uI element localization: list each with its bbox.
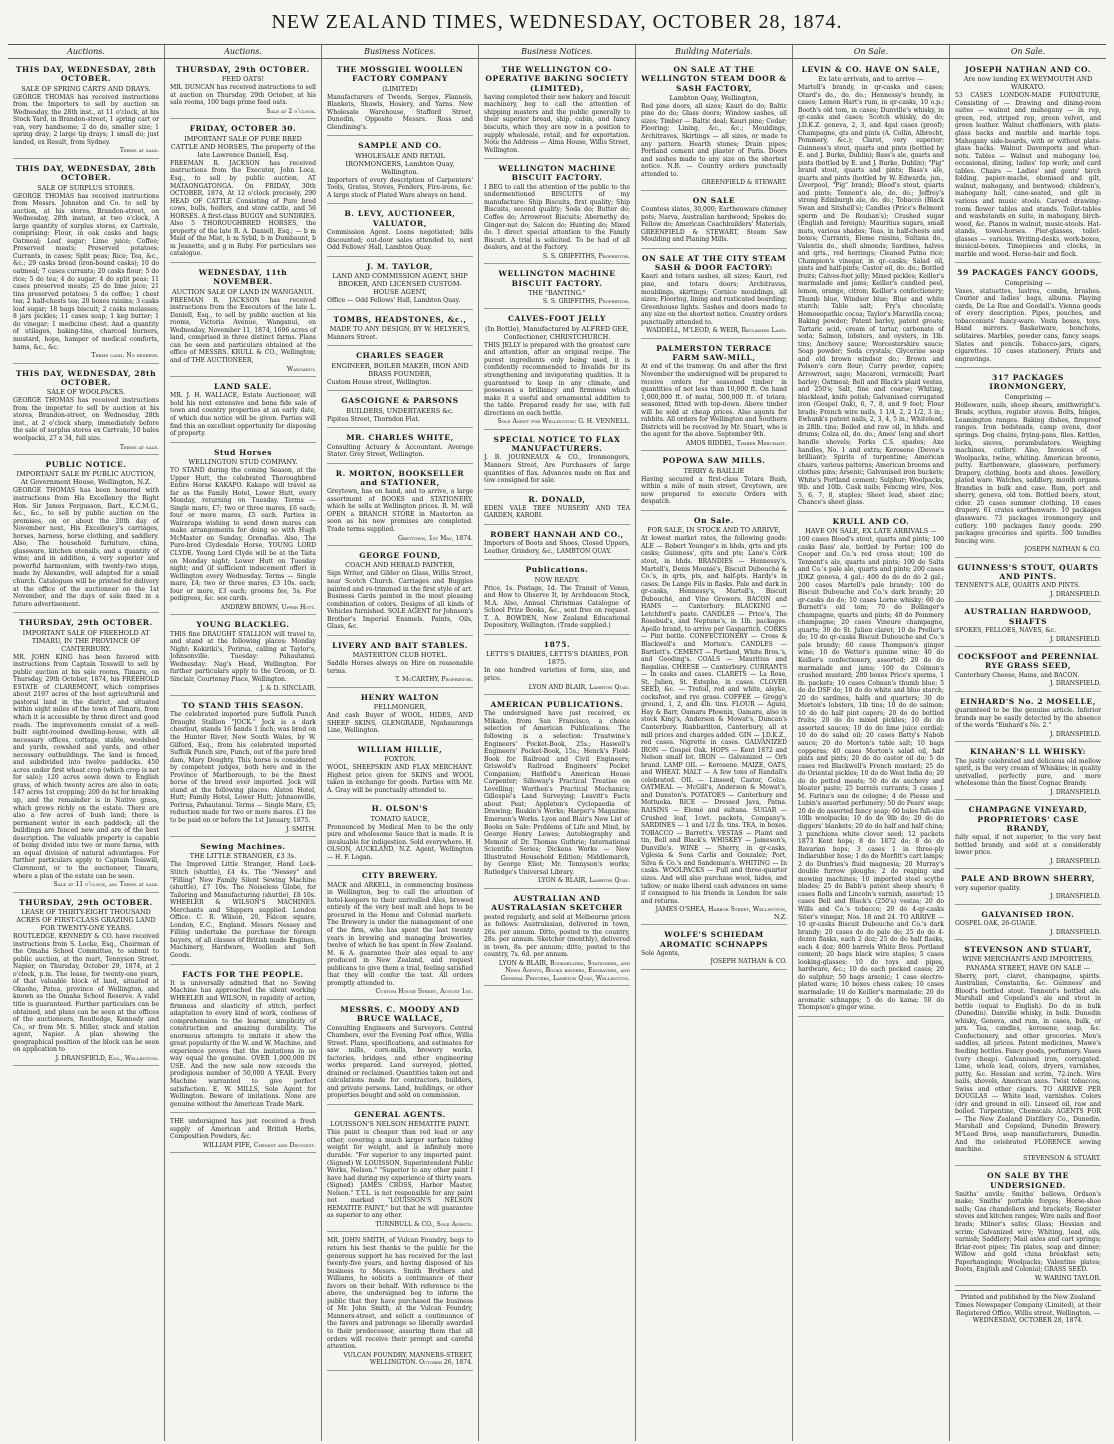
ad-body: In one hundred varieties of form, size, and price. [484,667,630,682]
ad-heading: PUBLIC NOTICE. [45,460,127,470]
advertisement [641,62,787,191]
ad-heading: WOLFE'S SCHIEDAM AROMATIC SCHNAPPS [659,930,768,949]
ad-body: It is universally admitted that no Sewing Machine has approached the silent working WHEELER and WILSON, in rapidity of action, firmness and elasticity of stitch, perfect adaptation to every kind of work, coolness of comprehension to the learner, simplicity of construction and amazing durability. The enormous attempts to imitate it show the great popularity of the W. and W. Machine, and experience proves that the imitations in no way equal the genuine. OVER 1,000,000 IN USE. And the new sale now exceeds the prodigious number of 50,000 A YEAR. Every Machine warranted to give perfect satisfaction. E. W. MILLS, Sole Agent for Wellington. Beware of imitations. None are genuine without the American Trade Mark. [170,979,316,1108]
ad-heading: EINHARD'S No. 2 MOSELLE, [959,696,1097,706]
ad-body: At lowest market rates, the following goods: ALE — Robert Younger's in hhds, qrts and pts casks; Guinness', qrts and pts; Lane's Cork stout, in hhds. BRANDIES — Hennessy's, Martell's, Denis Mounié's, Biscuit Dubouché & Co.'s, in qrts, pts, and half-pts. Hardy's in cases. De Lange Fils in flasks. Pale and dark in qr-casks, Hennessy's, Martell's, Biscuit Dubouché, and Vine Growers. BACON and HAMS — Canterbury. BLACKING — Letchford's paste. CANDLES — Price's, The Rosebud's, and Neptune's, in 1lb. packages. Apollo brand, to arrive per Gasparitch. CORKS — Pint bottle. CONFECTIONERY — Cross & Blackwell's and Morton's. CANDLES — Bartlett's. CEMENT — Portland, White Bros.'s, and Gooding's. COALS — Mauritius and Regalias. CHEESE — Canterbury. CURRANTS — In casks and cases. CLARETS — La Rose, St. Julien, St. Estephe, in cases. CLOVER SEED, &c. — Trefoil, red and white, alsyke, cocksfoot, and rye grass. COFFEE — Gregg's ground, 1, 2, and 4lb. tins. FLOUR — Aguni, Hay & Barr, Oamaru Phoenix, Oamaru, also in stock King's, Anderson & Mowat's, Duncan's Canterbury. Riabbarilton, Canterbury, all at mill prices and charges added. GIN — J.D.K.Z., red cases. Nigrette in cases. GALVANIZED IRON — Gospel Oak. HOPS — Kent 1872 and Nelson small lot. IRON — Galvanized — Orb brand. LAMP OIL — Kerosene. MAIZE, OATS, and WHEAT. MALT — A few tons of Randall's celebrated. OIL — Linseed, Castor, Colza. OATMEAL — McGill's, Anderson & Mowat's, and Dunston's. POTATOES — Canterbury and Mottueka. RICE — Dressed Java, Patna. RAISINS — Elemé and sultana. SUGAR — Crushed loaf, 1cwt. packets, Company's. SARDINES — 1 and 1/2 lb. tins. TEA, in boxes. TOBACCO — Barrett's. VESTAS — Plaint and tin, Bell and Black's. WHISKEY — Jameson's, Dunville's. WINE — Sherry, in qr-casks, Vglesia & Sons Carlis and Gonzalez; Port, Silva & Co.'s and Sandeman's. WHITING — In casks. WOOLPACKS — Full and three-quarter sizes. And will also purchase wool, hides, and tallow; or make liberal cash advances on same if consigned to his friends in London for sale and returns. [641,535,787,905]
ad-subheading: SALE OF SURPLUS STORES. [37,183,135,192]
ad-body: J. B. JOURNEAUX & CO., Ironmongers, Manners Street, Are Purchasers of large quantities of flax. Advances made on flax and tow consigned for sale. [484,454,630,485]
advertisement [170,379,316,443]
ad-body: Sherry, port, claret, champagne, spirits. Australian, Constantia, &c. Guinness' and Blood's bottled stout. Tennent's bottled ale. Marshall and Copeland's ale and stout in bottle (equal to English). Do do in bulk (Dunedin). Danville whisky, in bulk. Dunedin whisky, Geneva, and rum, in cases, bulk, or jars. Tea, candles, kerosene, soap, &c. Confectionery, and other groceries. Men's saddles, all prices. Patent medicines, Mawe's feeding bottles. Fancy goods, perfumery. Vases (very cheap). Galvanised iron, corrugated. Lime, whole lead, colors, dryers, varnishes, putty, &c. Hessian and scrim, 72-inch. Wire nails, shovels, American axes. Twist tobaccos, Swiss and other cigars. TO ARRIVE PER DOUGLAS — White lead, varnishes. Colors (dry and ground in oil). Linseed oil, raw and boiled. Turpentine, Chemicals. AGENTS FOR — The New Zealand Distillery Co., Dunedin. Marshall and Copeland, Dunedin Brewery. M'Leod Bros, soap manufacturers, Dunedin. And the celebrated FLORENCE sewing machine. [955,972,1101,1154]
ad-heading: GENERAL AGENTS. [354,1109,446,1119]
ad-signature: VULCAN FOUNDRY, MANNERS-STREET, WELLINGTON. October 26, 1874. [343,1351,473,1367]
ad-heading: R. DONALD, [528,494,586,504]
ad-heading: SAMPLE AND CO. [358,141,442,151]
ad-signature: S. S. GRIFFITHS, Proprietor. [542,297,630,305]
ad-body: Having secured a first-class Totara Bush, within a mile of main street, Greytown, are now prepared to execute Orders with despatch. [641,475,787,506]
ad-body: The undersigned have just received, ex Mikado, from San Francisco, a choice selection of American Publications. The following is a selection: Trautwine's Engineers' Pocket-Book, 25s.; Haswell's Engineers' Pocket-Book, 15s.; Henck's Field-Book for Railroad and Civil Engineers; Griswold's Railroad Engineers' Pocket Companion; Hatfield's American House Carpenter; Silloway's Practical Treatise on Levelling; Worthen's Practical Mechanics; Gillespie's Land Surveying; Leavitt's Facts about Peat; Appleton's Cyclopaedia of Drawing; Ruskin's Works; Harper's Magazine; Emerson's Works. Lyon and Blair's New List of Books on Sale: Problems of Life and Mind, by George Henry Lewes; Autobiography and Memoir of Dr. Thomas Guthrie; International Scientific Series; Dickens Works — New Illustrated Household Edition; Middlemarch, by George Eliot; Mr. Tennyson's works; Rutledge's Universal Library. [484,710,630,876]
ad-subheading: (LIMITED) [382,84,418,93]
ad-signature: Sale at 11 o'clock, am. Terms at sale. [53,881,159,889]
ad-body: MR. JOHN SMITH, of Vulcan Foundry, begs to return his best thanks to the public for the generous support he has received for the last twenty-five years, and having disposed of his business to Messrs. Smith Brothers and Williams, he solicits a continuance of their favors on their behalf. With reference to the above, the undersigned beg to inform the public that they have purchased the business of Mr. John Smith, at the Vulcan Foundry, Manners-street, and solicit a continuance of the favors and patronage so liberally awarded to their predecessor, assuring them that all orders will receive their prompt and careful attention. [327,1237,473,1351]
ad-subheading: THE LITTLE STRANGER, £3 3s. [189,852,297,861]
ad-subheading: FOXTON. [384,755,416,764]
ad-heading: STEVENSON AND STUART, [964,945,1092,955]
ad-body: MR. J. H. WALLACE, Estate Auctioneer, will hold his next extensive and bona fide sale of town and country properties at an early date, of which due notice will be given. Parties will find this an excellent opportunity for disposing of property. [170,392,316,438]
ad-heading: CHARLES SEAGER [356,351,444,361]
ad-heading: JOSEPH NATHAN AND CO. [965,64,1091,74]
advertisement [484,637,630,695]
ad-heading: FACTS FOR THE PEOPLE. [182,969,304,979]
advertisement [955,649,1101,692]
ad-signature: Sale at 2 o'clock. [266,107,316,115]
ad-heading: KINAHAN'S LL WHISKY: [970,747,1086,757]
ad-heading: CITY BREWERY. [361,871,439,881]
ad-subheading: Are now landing EX WEYMOUTH AND WAIKATO. [963,75,1093,92]
ad-subheading: MADE TO ANY DESIGN, BY W. HELYER'S, [329,324,471,333]
advertisement [955,370,1101,558]
ad-subheading: HAVE ON SALE, EX LATE ARRIVALS — [805,527,937,536]
advertisement [327,801,473,866]
ad-body: Holloware, nails, sheep shears, smithwright's. Brads, scythes, register stoves. Bolts, hinges, Leamington ranges. Baking dishes, fireproof ranges. Iron bedsteads, camp ovens, door springs. Dog chains, frying-pans, files. Kettles, locks, sieves, perambulators. Weighing machines, cutlery. Also, Invoices of — Woolpacks, twine, whiting. American brooms, putty. Earthenware, glassware, perfumery. Drapery, clothing, boots and shoes. Jewellery, plated ware. Watches, saddlery, mouth organs. Brandies in bulk and case. Rum, port and sherry, geneva, old tom. Bottled beers, stout, cider. 25 cases summer clothing. 10 cases drapery. 61 crates earthenware. 10 packages glassware. 73 packages ironmongery and cutlery. 100 packages fancy goods. 290 packages groceries and spirits. 300 bundles fencing wire. [955,401,1101,545]
ad-signature: JOSEPH NATHAN & CO. [1024,546,1101,554]
ad-subheading: THE "BANTING." [528,288,586,297]
ad-heading: ON SALE BY THE UNDERSIGNED. [987,1171,1069,1190]
ad-signature: LYON & BLAIR, Lambton Quay. [537,877,630,885]
ad-subheading: LOUISSON'S NELSON HEMATITE PAINT. [330,1120,470,1129]
ad-heading: THURSDAY, 29th OCTOBER. [19,897,153,907]
ad-signature: J. DRANSFIELD. [1050,590,1101,598]
ad-heading: WELLINGTON MACHINE BISCUIT FACTORY. [498,269,616,288]
advertisement [13,457,159,613]
ad-body: GEORGE THOMAS has received instructions from the Importers to sell by auction on Wednesday, the 28th inst., at 11 o'clock, at his Stock Yard, in Brandon-street, 1 spring cart or van, very handsome; 2 do do, smaller size; 1 spring dray; 2 large tip drays; 1 small do; just landed, ex Result, from Sydney. [13,93,159,146]
ad-body: guaranteed to be the genuine article. Inferior brands may be easily detected by the absence of the words "Einhard's No. 2." [955,707,1101,730]
advertisement [955,62,1101,263]
ad-heading: WILLIAM HILLIE, [357,744,443,754]
ad-subheading: WHOLESALE AND RETAIL IRONMONGERS, Lambton Quay, Wellington. [345,151,455,176]
advertisement [170,445,316,616]
ad-heading: TOMBS, HEADSTONES, &c., [333,314,467,324]
ad-signature: J. DRANSFIELD. [1050,635,1101,643]
ad-heading: R. MORTON, BOOKSELLER and STATIONER, [335,468,465,487]
advertisement [641,927,787,970]
advertisement [13,366,159,455]
ad-heading: AUSTRALIAN HARDWOOD, SHAFTS [964,607,1092,626]
column-7 [950,45,1106,1441]
ad-heading: THIS DAY, WEDNESDAY, 28th OCTOBER. [15,368,157,387]
ad-heading: ON SALE AT THE WELLINGTON STEAM DOOR & SASH FACTORY, [641,64,787,93]
ad-subheading: SALE OF WOOLPACKS. [46,388,126,397]
ad-heading: AUSTRALIAN AND AUSTRALASIAN SKETCHER [491,893,623,913]
ad-signature: T. McCARTHY, Proprietor. [395,676,473,684]
ad-body: FREEMAN R. JACKSON has received instructions from the Executors of the late L. Daniell, Esq., to sell by public auction at his rooms, Victoria Avenue, Wanganui, on Wednesday, November 11, 1874, 1696 acres of land, comprised in three distinct farms. Plans can be seen and particulars obtained at the office of MESSRS. KRULL & CO., Wellington; and of THE AUCTIONEER, [170,296,316,364]
ad-heading: Publications. [525,565,589,575]
ad-body: GEORGE THOMAS has received instructions from the importer to sell by auction at his stores, Brandon-street, on Wednesday, 28th inst., at 2 o'clock sharp, immediately before the sale of surplus stores ex Cartvale, 10 bales woolpacks, 27 x 34, full size. [13,397,159,442]
ad-subheading: IMPORTANT SALE OF PURE BRED CATTLE AND HORSES, The property of the late Lawrence Daniell, Esq. [170,134,316,159]
ad-subheading: Lambton Quay, Wellington, [669,93,759,102]
ad-heading: MESSRS. C. MOODY AND BRUCE WALLACE, [340,1004,460,1024]
ad-body: At end of the tramway. On and after the first November the undersigned will be prepared to receive orders for seasoned timber in quantities of not less than 10,000 ft. On hand 1,000,000 ft. of matai, 500,000 ft. of totara; seasoned, fitted with top-down. Above timber will be sold at cheap prices. Also agents for rabbits. All orders for Wellington and Southern Districts will be received by Mr. Stuart, who is the agent for the above. September 9th. [641,363,787,439]
ad-heading: KRULL AND CO. [832,516,910,526]
ad-heading: WELLINGTON MACHINE BISCUIT FACTORY. [498,164,616,183]
ad-signature: TURNBULL & CO., Sole Agents. [375,1220,473,1228]
advertisement [484,527,630,560]
ad-signature: Custom House Street, August 1st. [375,988,473,996]
section-heading: Business Notices. [479,47,635,59]
ad-subheading: ENGINEER, BOILER MAKER, IRON AND BRASS FOUNDER, [331,361,469,378]
ad-signature: J. & D. SINCLAIR. [260,684,316,692]
ad-heading: CHAMPAGNE VINEYARD, PROPRIETORS' CASE BRANDY, [968,805,1088,833]
ad-heading: SPECIAL NOTICE TO FLAX MANUFACTURERS. [493,434,621,454]
ad-body: Manufacturers of Tweeds, Serges, Flannels, Blankets, Shawls, Hosiery, and Yarns. New Wholesale Warehouse, Stafford Street, Dunedin, Opposite Messrs. Ross and Glendining's. [327,93,473,131]
ad-subheading: TERRY & BAILLIE [683,466,745,475]
advertisement [13,161,159,364]
newspaper-columns [8,44,1106,1441]
column-5 [636,45,793,1441]
ad-subheading: COACH AND HERALD PAINTER, [345,561,455,570]
ad-subheading: LETTS'S DIARIES, LETTS'S DIARIES, FOR 1875. [485,650,629,667]
ad-signature: J. DRANSFIELD. [1050,857,1101,865]
ad-body: Pronounced by Medical Men to be the only pure and wholesome Sauce that is made. It is invaluable for indigestion. Sold everywhere. H. OLSON, AUCKLAND, N.Z. Agent, Wellington — H. F. Logan. [327,823,473,861]
ad-subheading: FELLMONGER, [373,703,427,712]
advertisement [327,206,473,256]
ad-body: GEORGE THOMAS has received instructions from Messrs. Johnston and Co. to sell by auction, at his stores, Brandon-street, on Wednesday, 28th instant, at two o'clock, A large quantity of surplus stores, ex Cartvale, comprising: Flour, in oak casks and bags; Oatmeal; Loaf sugar; Lime juice; Coffee; Preserved meats; Preserved potatoes; Currants, in cases; Split peas; Rice; Tea, &c., &c.; 29 casks bread (iron-bound casks); 10 do oatmeal; 7 cases currants; 20 casks flour; 5 do rice; 5 do tea; 4 do sugar; 4 do split peas; 11 cases preserved meats; 25 do lime juice; 21 tins preserved potatoes; 5 do coffee; 1 chest tea; 2 half-chests tea; 20 boxes raisins; 3 casks loaf sugar; 18 bags biscuit; 2 casks molasses; 8 jars pickles; 11 cases soap; 1 keg butter; 1 do vinegar; 1 medicine chest. And a quantity of utilages, baking-tins, charcoal burners, mustard, hops, hamper of medical comforts, hams, &c., &c. [13,192,159,351]
ad-subheading: TOMATO SAUCE, [370,814,430,823]
column-6 [793,45,950,1441]
advertisement [641,193,787,249]
advertisement [955,265,1101,368]
section-heading: On Sale. [950,47,1106,59]
ad-body: Countess slates, 30,000; Earthenware chimney pots; Narva, Australian hardwood; Spokes do; Fellow do; American Coachbuilders' Materials, GREENFIELD & STEWART, Steam Saw Moulding and Planing Mills. [641,206,787,244]
advertisement [327,393,473,428]
ad-heading: COCKSFOOT and PERENNIAL RYE GRASS SEED, [957,652,1099,671]
ad-signature: LYON & BLAIR, Booksellers, Stationers, and News Agents, Books binders, Engravers, and General Printers, Lambton Quay, Wellington. [498,959,630,982]
ad-body: Vases, statuettes, lustres, combs, brushes. Courier and ladies' bags, albums. Playing cards, De La Rue and Goodall's. Vienna goods of every description. Pipes, pouches, and tobacconists' fancy-ware. Vesta boxes, toys. Hand mirrors. Basketware, bonchons, solitaires. Marbles, powder cans, fancy soaps. Slates and pencils. Tobacco-jars, cigars, cigarettes. 10 cases stationery. Prints and engravings. [955,287,1101,363]
ad-subheading: (In Bottle), Manufactured by ALFRED GEE, Confectioner, CHRISTCHURCH. [485,324,629,341]
advertisement [641,513,787,925]
ad-signature: J. DRANSFIELD. [1050,788,1101,796]
ad-subheading: BUILDERS, UNDERTAKERS &c. [346,406,454,415]
advertisement [170,265,316,377]
ad-body: Sole Agents, [641,949,680,957]
ad-body: THIS fine DRAUGHT STALLION will travel to, and stand at the following places: Monday Night: Kokiriki's, Porirua, calling at Taylor's, Johnsonville. Tuesday: Pahautanui. Wednesday: Nag's Head, Wellington. For further particulars apply to the Groom, or D. Sinclair, Courtenay Place, Wellington. [170,630,316,683]
ad-signature: J. DRANSFIELD. [1050,680,1101,688]
advertisement [327,138,473,204]
ad-body: Canterbury Cheese, Hams, and BACON. [955,671,1080,679]
advertisement [327,259,473,310]
column-2 [165,45,322,1441]
ad-signature: Terms cash. No reserve. [91,352,159,360]
ad-heading: GASCOIGNE & PARSONS [341,396,459,406]
advertisement [170,839,316,964]
ad-heading: THE MOSSGIEL WOOLLEN FACTORY COMPANY [336,64,464,84]
ad-subheading: FOR SALE, IN STOCK AND TO ARRIVE, [647,526,781,535]
ad-body: EDEN VALE TREE NURSERY AND TEA GARDEN, KAROBI. [484,504,630,520]
advertisement [327,548,473,636]
ad-body: THIS JELLY is prepared with the greatest care and attention, after an original recipe. The purest ingredients only being used, it is confidently recommended to Invalids for its strengthening and invigorating qualities. It is guaranteed to keep in any climate, and possesses a brilliancy and firmness which make it a useful and ornamental addition to the table. Prepared ready for use, with full directions on each bottle. [484,341,630,417]
ad-body: Manners Street. [327,333,378,341]
ad-heading: PALMERSTON TERRACE FARM SAW-MILL, [656,343,772,363]
ad-body: SPOKES, FELLOES, NAVES, &c. [955,627,1057,634]
ad-subheading: Ex late arrivals, and to arrive — [818,75,924,84]
ad-subheading: SALE OF SPRING CARTS AND DRAYS. [21,84,151,93]
advertisement [484,492,630,525]
advertisement [955,604,1101,647]
advertisement [170,62,316,120]
ad-heading: Sewing Machines. [200,842,286,852]
column-3 [322,45,479,1441]
ad-subheading: IMPORTANT SALE BY PUBLIC AUCTION, At Government House, Wellington, N.Z. [16,470,156,487]
advertisement [327,868,473,1000]
ad-body: Custom House street, Wellington. [327,378,432,386]
advertisement [13,615,159,892]
ad-body: Sign Writer, and Gilder on Glass, Willis Street, near Scotch Church. Carriages and Buggies painted and re-trimmed in the first style of art. Business Cards painted in the most pleasing combination of colors. Designs of all kinds of Vehicles furnished. SOLE AGENT for Johnson's Brother's Imperial Enamels. Paints, Oils, Glass, &c. [327,570,473,631]
advertisement [327,742,473,800]
ad-signature: JOSEPH NATHAN & CO. [710,958,787,966]
ad-heading: AMERICAN PUBLICATIONS. [490,700,624,710]
ad-body: Pipitea Street, Thorndon Flat. [327,415,420,423]
advertisement [327,1002,473,1105]
ad-signature: LYON AND BLAIR, Lambton Quay. [528,683,630,691]
ad-body: FREEMAN R. JACKSON has received instructions from the Executor, John Loca, Esq., to sell by public auction, AT MATAONGATONGA. On FRIDAY, 30th OCTOBER, 1874, At 12 o'clock precisely, 290 HEAD OF CATTLE Consisting of Pure bred cows, bulls, heifers, and store cattle, and 56 HORSES. A first-class BUGGY and SUNDRIES. Also 5 THOROUGHBRED HORSES, the property of the late R. A. Daniell, Esq.; — b m Maid of the Mist, b m Sybil, b m Dumbaunt, b m Jeanette, and g m Ruby. For particulars see catalogue. [170,159,316,258]
ad-signature: Greytown, 1st May, 1874. [397,534,473,542]
advertisement [955,744,1101,800]
ad-heading: LEVIN & CO. HAVE ON SALE, [801,64,941,74]
ad-subheading: IMPORTANT SALE OF FREEHOLD AT TIMARU, IN THE PROVINCE OF CANTERBURY. [22,628,150,653]
advertisement [170,1115,316,1153]
advertisement [327,638,473,688]
ad-body: Red pine doors, all sizes; Kauri do do; Baltic pine do do; Glass doors; Window sashes, all sizes; Timber — Baltic deal; Kauri pine; Cedar; Flooring; Lining, &c., &c.; Mouldings, Architraves, Skirtings — all sizes, or made to any pattern. Hearth stones; Drain pipes; Portland cement and plaster of Paris. Doors and sashes made to any size on the shortest notice. N.B. — Country orders punctually attended to. [641,102,787,178]
ad-body: Smiths' anvils; Smiths' bellows, Ordson's make; Smiths' portable forges; Horse-shoe nails; Gas chandeliers and brackets; Register stoves and kitchen ranges; Wire nails and floor brads; Milner's safes; Glass; Hessian and scrim; Galvanized wire; Whiting, lead, oils, varnish; Saddlery; Mail axles and cart springs; Briar-root pipes; Tin plates, soap and dinner; Willow and gold china breakfast sets; Paperhangings; Woolpacks; Valentine plates; Boots, English and Colonial; GRASS SEED. [955,1190,1101,1274]
section-heading: Auctions. [165,47,321,59]
column-4 [479,45,636,1441]
ad-heading: On Sale. [694,516,734,525]
advertisement [327,1107,473,1232]
advertisement [955,560,1101,603]
advertisement [327,430,473,463]
advertisement [641,251,787,339]
ad-body: Saddle Horses always on Hire on reasonable terms. [327,660,473,675]
imprint-footer: Printed and published by the New Zealand Times Newspaper Company (Limited), at their Registered Office, Willis street, Wellington. — WEDNESDAY, OCTOBER 28, 1874. [955,1290,1101,1325]
ad-heading: THURSDAY, 29th OCTOBER. [19,618,153,628]
ad-body: MACK and ARKELL, in commencing business in Wellington, beg to call the attention of hotel-keepers to their unrivalled Ales, brewed entirely of the very best malt and hops to be procured in the Home and Colonial markets. The Brewery is under the management of one of the firm, who has spent the last twenty years in brewing and managing breweries, twelve of which he has spent in New Zealand. M. & A. guarantee their ales equal to any produced in New Zealand, and request publicans to give them a trial, feeling satisfied that they will confer the test. All orders promptly attended to. [327,881,473,987]
ad-signature: Sole Agent for Wellington: G. H. VENNELL. [497,418,630,426]
ad-heading: GUINNESS'S STOUT, QUARTS AND PINTS. [957,562,1099,582]
advertisement [484,311,630,429]
ad-subheading: LAND AND COMMISSION AGENT, SHIP BROKER, AND LICENSED CUSTOM-HOUSE AGENT, [332,271,468,296]
advertisement [955,871,1101,904]
advertisement [484,697,630,889]
ad-body: GEORGE THOMAS has been honored with instructions from His Excellency the Right Hon. Sir James Fergusson, Bart., K.C.M.G., &c., &c., to sell by public auction on the premises, on or about the 20th day of November next, His Excellency's carriages, horses, harness, horse clothing, and saddlery. Also, The household furniture, china, glassware, kitchen utensils, and a quantity of wine; and in addition, a very superior and powerful harmonium, with twenty-two stops, made by Alexandre, well adapted for a small church. Catalogues will be printed for delivery at the office of the auctioneer on the 1st November, and the days of sale fixed in a future advertisement. [13,487,159,608]
ad-heading: ON SALE AT THE CITY STEAM SASH & DOOR FACTORY: [641,253,787,273]
ad-body: And cash Buyer of WOOL, HIDES, AND SHEEP SKINS, GLENGRADE, Ngahauranga Line, Wellington. [327,712,473,735]
ad-heading: YOUNG BLACKLEG. [196,620,290,630]
ad-heading: LAND SALE. [214,382,272,392]
section-heading: Building Materials. [636,47,792,59]
advertisement [798,514,944,1017]
ad-subheading: Comprising — [1004,392,1052,401]
ad-signature: JAMES O'SHEA, Harbor Street, Wellington, N.Z. [655,906,787,921]
ad-subheading: LEASE OF THIRTY-EIGHT THOUSAND ACRES OF FIRST-CLASS GRAZING LAND FOR TWENTY-ONE YEARS. [16,907,156,932]
ad-heading: B. LEVY, AUCTIONEER, VALUATOR, [344,209,456,228]
ad-heading: ON SALE [692,195,736,205]
ad-signature: J. DRANSFIELD, Esq., Wellington. [55,1054,159,1062]
ad-body: 53 CASES LONDON-MADE FURNITURE, Consisting of — Drawing and dining-room suites — walnut and mahogany — in rep, green, red, striped rep, green velvet, and green leather. Walnut cheffoniers, with plate-glass backs and marble and marble tops. Mahogany side-boards, with or without plate-glass backs. Walnut Davenports and what-nots. Tables — Walnut and mahogany loo, occasional, dining, ladies' top work; and card tables. Chairs — Ladies' and gents' birch folding, papier-maché, ebonised and gilt, walnut, mahogany, and bentwood; children's, mahogany hall, cane-seated, and gilt in various and music stools. Carved drawing-room flower tables and stands. Toilet-tables and washstands en suite, in mahogany, birch-wood, &c. Pianos in walnut, music-stools. Hat-stands, towel-horses. Pier-glasses, toilet-glasses — various. Writing-desks, work-boxes, musical-boxes. Timepieces and clocks, in marble and wood. Horse-hair and flock. [955,92,1101,258]
ad-body: fully equal, if not superior, to the very best bottled brandy, and sold at a considerably lower price. [955,834,1101,857]
ad-body: MR. DUNCAN has received instructions to sell at auction on Thursday, 29th October, at his sale rooms, 100 bags prime feed oats. [170,84,316,107]
ad-signature: Terms at sale. [119,443,159,451]
ad-heading: H. OLSON'S [371,804,429,814]
ad-body: Martell's brandy, in qr-casks and cases; Otard's do., do. do.; Hennessy's brandy, in cases; Lemon Hart's rum, in qr-casks, 10 o.p.; Booth's old tom, in cases; Dunville's whisky, in qr-casks and cases; Scotch whisky, do do; J.D.K.Z. geneva, 2, 3, and 4gal cases (proof); Champagne, qts and pints (A. Collin, Albrecht, Pommery, &c.); Claret, very superior; Guinness's stout, quarts and pints (bottled by E. and J. Burke, Dublin); Bass's ale, quarts and pints (bottled by E. and J. Burke, Dublin); "Pig" brand stout, quarts and pints; Bass's ale, quarts and pints (bottled by W. Edwards, jun., Liverpool, "Pig" brand); Blood's stout, quarts and pints; Tennent's ale, do. do.; Jeffrey's strong Edinburgh ale, do. do.; Tobacco (Black Swan and Sitshell's); Candles (Price's Belmont sperm and De Rouban's); Crushed sugar (English and foreign); Mauritius sugars, small mats, various shades; Teas, in half-chests and boxes; Currants, Eleme raisins, Sultana do., Valentia do., shell almonds; Sardines, halves and qrts., red herrings; Cleaned Patna rice; Champion's vinegar, in qr.-casks; Salad oil, pints and half-pints; Castor oil, do. do.; Bottled fruits; Calves-foot jelly; Mixed pickles; Keiller's marmalade and jams; Keiller's candied peel, lemon, orange, citron; Keiller's confectionery; Thumb blue, Windsor blue; Blue and white starch; Table salt; Fry's chocolate; Homoeopathic cocoa; Taylor's Maravilla cocoa; Baking powder; Patent barley, patent groats; Tartaric acid, cream of tartar, carbonate of soda; Salmon, lobsters, and oysters, in 1lb. tins; Anchovy sauce; Worcestershire sauce; Soap powder; Soda crystals; Glycerine soap and old brown windsor do.; Brown and Polson's corn flour; Curry powder, capers; Arrowroot, sago; Macaroni, vermicelli; Pearl barley; Oatmeal; Bell and Black's plaid vestas, and 250's; Salt, fine and coarse; Whiting, blacklead, knife polish; Galvanised corrugated iron (Gospel Oak), 6, 7, 8, and 9 feet; Flour brads; French wire nails, 1 1/4, 2, 2 1/2, 3 in.; Ewbank's patent nails, 2, 3, 4, 5 in.; Whitelead, in 28lb. tins; Boiled and raw oil, in hhds. and drums; Colza oil, do. do.; Ames' long and short handle shovels; Forks C.S. spades; Axe handles, No. 1 and extra; Kerosene (Devoe's brilliant); Spirits of turpentine; American chairs, various patterns; American brooms and clothes pins; Arsenic; Galvanised iron buckets; White's Portland cement; Sulphur; Woolpacks, 9lb. and 10lb. Cask nails; Fencing wire, Nos. 5, 6, 7, 8, staples; Sheet lead, sheet zinc; Chance's sheet glass. [798,84,944,507]
ad-body: Price, 1s. Postage, 1d. The Transit of Venus, and How to Observe It, by Archdeacon Stock, M.A. Also, Annual Christmas Catalogue of School Prize Books, &c., sent free on request. T. A. BOWDEN, New Zealand Educational Depository, Wellington. (Trade supplied.) [484,584,630,630]
advertisement [170,967,316,1114]
ad-signature: AMOS RIDDEL, Timber Merchant. [685,439,787,447]
advertisement [327,348,473,391]
ad-body: TO STAND during the coming Season, at the Upper Hutt, the celebrated Thoroughbred Entire Horse KAKAPO. Kakapo will travel as far as the Family Hotel, Lower Hutt, every Monday, returning on Tuesday. Terms — Single mare, £7; two or three mares, £6 each; four or more mares, £5 each. Parties in Wairarapa wishing to send down mares can make arrangements for doing so with Hugh McMaster on Sunday, Grenaflas. Also, The Pure-bred Clydesdale Horse, YOUNG LORD CLYDE. Young Lord Clyde will be at the Taita on Monday night; Lower Hutt on Tuesday night; and (if sufficient inducement offer) in Wellington every Wednesday. Terms — Single mare, £4; two or three mares, £3 10s. each; four or more, £3 each; grooms fee, 5s. For pedigrees, &c. see cards. [170,467,316,603]
ad-body: The justly celebrated and delicious old mellow spirit, is the very cream of Whiskies; in quality unrivalled, perfectly pure, and more wholesome than the finest Cognac Brandy. [955,757,1101,788]
ad-heading: THIS DAY, WEDNESDAY, 28th OCTOBER. [15,64,157,84]
column-1 [8,45,165,1441]
ad-subheading: Comprising — [1004,278,1052,287]
ad-body: very superior quality. [955,884,1021,892]
ad-heading: GEORGE FOUND, [359,551,441,561]
advertisement [955,907,1101,940]
ad-signature: J. DRANSFIELD. [1050,893,1101,901]
ad-body: 100 cases Blood's stout, quarts and pints; 100 casks Bass' ale, bottled by Porter; 100 do Cooper and Co.'s red cross stout; 100 do Tennent's ale, quarts and pints; 100 do Salts and Co.'s pale ale, quarts and pints; 200 cases JDKZ geneva, 4 gal.; 400 do do do do 2 gal.; 200 cases Martell's pale brandy; 100 do Biscuit Dubouche and Co.'s dark brandy; 20 qr-casks do do; 10 cases Lorne whisky; 60 do Burnett's old tom; 70 do Bollinger's champagne, quarts and pints; 40 do Pommery champagne; 20 cases Vineure champagne, quarts; 30 do St. Julien claret; 10 do Preller's do; 10 do qr-casks Biscuit Dubouche and Co.'s pale brandy; 60 cases Thompson's ginger wine; 10 do Wetter's quinine wine; 40 do Keiller's confectionery, assorted; 20 do do marmalade and jams; 100 do Colman's crushed mustard; 200 boxes Price's sperms, 1 lb. packets; 10 cases Colman's thumb blue; 5 do do DSF do; 10 do do white and blue starch; 20 do sardines, halfs and quarters; 30 do Morton's lobsters, 1lb tins; 10 do do salmon; 10 do do half pint capers; 20 do do bottled fruits; 20 do do mixed pickles; 10 do do assorted sauces; 10 do do lime juice cordial; 10 do do salad oil; 20 cases Batty's Nabob sauce; 20 do Morton's table salt; 10 bags copperas; 40 cases Morton's salad oil, half pints and pints; 20 do do castor oil do; 5 do cases red Blackwell's French mustard; 25 do do Oriental pickles; 10 do do West India do; 20 do do potted meats; 50 do do anchovy and bloater paste; 25 barrels currants; 3 cases J. M. Farina's eau de cologne; 4 do Piesse and Lubin's assorted perfumery; 50 do Pears' soap; 20 do do assorted fancy soap; 60 bales full-size 10lb woolpacks; 10 do do 9lb do; 20 do do diggers' blankets; 20 do do half and half china; 3 punchions white clover seed; 12 packets 1873 Kent hops; 8 do 1872 do; 8 do do Bavarian hops; 3 cases 1 in three-ply Indiarubber hose; 1 do do Morfitt's cart lamps; 2 do Dunfries's fluid magnesia; 20 Murray's double furrow ploughs; 2 do reaping and mowing machines; 10 imported steel scythe blades; 25 do Babb's patent sheep shears; 6 cases Rolls and Lincoln's varnish, assorted; 15 cases Bell and Black's (250's) vestas; 20 do Wills and Co.'s tobacco; 20 do 4-qr-casks Siter's vinegar, Nos. 18 and 24. TO ARRIVE — 10 qr-casks Biscuit Dubouche and Co.'s dark brandy; 20 cases do do pale do; 25 do do 4-dozen flasks, each 2 doz; 25 do do half flasks, each 4 doz; 800 barrels White Bros. Portland cement; 20 bags black wire staples; 5 cases looking-glasses; 10 do toys and pipes, hardware, &c.; 10 do each pecked cases; 20 do sulphur; 50 bags arsenic; 1 case electro-plated ware; 10 boxes chess cakes; 10 cases marmalade; 10 do Keiller's marmalade; 20 do aromatic schnapps; 5 do do kama; 50 do Thompson's ginger wine. [798,536,944,1012]
ad-heading: 317 PACKAGES IRONMONGERY, [989,373,1067,392]
advertisement [484,891,630,987]
ad-body: GOSPEL OAK, 26-GUAGE. [955,920,1037,928]
ad-signature: Wanganui. [286,365,316,373]
ad-heading: PALE AND BROWN SHERRY, [961,874,1095,884]
ad-heading: LIVERY AND BAIT STABLES. [332,640,468,650]
ad-body: Greytown, has on hand, and to arrive, a large assortment of BOOKS and STATIONERY, which he sells at Wellington prices. R. M. will OPEN a BRANCH STORE in Masterton as soon as his new premises are completed. Trade terms supplied. [327,488,473,534]
ad-body: The celebrated imported pure Suffolk Punch Draught Stallion "JOCK." Jock is a dark chestnut, stands 16 hands 1 inch; was bred on the Hunter River, New South Wales, by W. Gilford, Esq., from his celebrated imported Suffolk Punch sire, Punch, out of the pure bred dam, Mary Doughty. This horse is considered by competent judges, both here and in the Province of Marlborough, to be the finest horse of the breed ever imported. Jock will stand at the following places: Alston Hotel, Hutt; Family Hotel, Lower Hutt; Johnsonville, Porirua, Pahautanui. Terms — Single Mare, £5; reduction made for two or more mares. £1 fee to be paid on or before the 1st January, 1875. [170,711,316,825]
advertisement [641,341,787,452]
ad-signature: ANDREW BROWN, Upper Hutt. [220,603,316,611]
ad-heading: THURSDAY, 29th OCTOBER. [176,64,310,74]
advertisement [170,121,316,263]
ad-subheading: WINE MERCHANTS AND IMPORTERS, PANAMA STREET, HAVE ON SALE — [962,955,1094,972]
ad-heading: HENRY WALTON [360,692,440,702]
ad-body: Commission Agent. Loans negotiated; bills discounted; out-door sales attended to, next Odd Fellows' Hall, Lambton Quay. [327,228,473,252]
ad-subheading: MASTERTON CLUB HOTEL. [352,651,448,660]
ad-heading: MR. CHARLES WHITE, [346,433,454,443]
ad-signature: W. WARING TAYLOR. [1034,1274,1101,1282]
ad-body: I BEG to call the attention of the public to the undermentioned BISCUITS of my manufacture: Ship Biscuits, first quality; Ship Biscuits, second quality; Soda do; Butter do; Coffee do; Arrowroot Biscuits; Abernethy do; Ginger-nut do; Salcon do; Hunting do; Mixed do. I direct special attention to the Family Biscuit. A trial is solicited. To be had of all dealers, and at the Factory. [484,183,630,252]
ad-body: MR. JOHN KING has been favored with instructions from Captain Tosswill to sell by public auction at his sale rooms, Timaru, on Thursday, 29th October, 1874, his FREEHOLD ESTATE of CLAREMONT, which comprises about 2197 acres of the best agricultural and pastoral land in the district, and situated within eight miles of the town of Timaru, from which it is accessible by three direct and good roads. The improvements consist of a well-built eight-roomed dwelling-house, with all necessary offices, cottage, stable, woolshed and yards, cowshed and yards, and other necessary outbuildings. The land is fenced, and subdivided into twelve paddocks. 450 acres under first wheat crop (which crop is not for sale); 120 acres sown down to English grass, of which twenty acres are also in oats; 147 acres 1st cropping; 200 do lst for breaking up, and the remainder is in Native grass, which grows richly on the estate. There are also a few acres of bush land; there is permanent water in each paddock; all the buildings are fenced new and are of the best description. The valuable property is capable of being divided into two or more farms, with an equal division of natural advantages. For further particulars apply to Captain Tosswill, Claremont, or to the auctioneer, Timaru, where a plan of the estate can be seen. [13,653,159,880]
ad-heading: CALVES-FOOT JELLY [508,314,606,324]
ad-body: This paint is cheaper than red lead or any other, covering a much larger surface taking weight for weight, and is infinitely more durable. "For superior to any imported paint. (Signed) W. LOUISSON, Superintendent Public Works, Nelson." "Superior to any other paint I have had during my experience of thirty years. (Signed) JAMES CROSS, Harbor Master, Nelson." T.T.L. is not responsible for any paint not marked "LOUISSON'S NELSON HEMATITE PAINT," but that he will guarantee as superior to any other. [327,1129,473,1220]
ad-subheading: NOW READY. [534,575,580,584]
ad-body: WOOL, SHEEPSKIN AND FLAX MERCHANT. Highest price given for SKINS and WOOL taken in exchange for goods. Parties with Mr. A. Gray will be punctually attended to. [327,764,473,794]
ad-signature: WILLIAM FIFE, Chemist and Druggist. [202,1141,316,1149]
ad-body: Consulting Actuary & Accountant. Average Stater. Grey Street, Wellington. [327,443,473,459]
newspaper-title: NEW ZEALAND TIMES, WEDNESDAY, OCTOBER 28, 1874. [271,11,843,33]
ad-heading: THIS DAY, WEDNESDAY, 28th OCTOBER. [15,163,157,183]
ad-body: The Improved Little Stranger, Hand Lock-Stitch (shuttle), £4 4s. The "Nessey" and "Filling" New Family Silent Sewing Machine (shuttle), £7 10s. The Noiseless Globe, for Tailoring and Manufacturing (shuttle), £8 10s. WHEELER & WILSON'S MACHINES. Merchants and Shippers supplied. London Office: C. R. Wilson, 20, Falcon square, London, E.C., England. Messrs Nessey and Filling undertake the purchase for foreign buyers, of all classes of British made Engines, Machinery, Hardware, Woollen and Soft Goods. [170,861,316,960]
advertisement [484,562,630,635]
ad-heading: WEDNESDAY, 11th NOVEMBER. [198,267,288,287]
advertisement [641,453,787,511]
advertisement [327,690,473,740]
advertisement [170,698,316,837]
advertisement [327,312,473,347]
ad-body: Importers of every description of Carpenters' Tools, Grates, Stoves, Fenders, Fire-irons, &c. A large stock of Plated Ware always on hand. [327,176,473,199]
ad-signature: J. DRANSFIELD. [1050,730,1101,738]
ad-subheading: AUCTION SALE OF LAND IN WANGANUI. [171,287,315,296]
ad-signature: WADDELL, M'LEOD, & WEIR, Reclaimed Land. [646,327,787,335]
ad-heading: Stud Horses [213,447,273,457]
ad-heading: 1875. [543,640,571,650]
advertisement [955,802,1101,869]
advertisement [170,617,316,696]
ad-signature: Terms at sale. [119,147,159,155]
advertisement [955,942,1101,1166]
advertisement [955,1168,1101,1286]
section-heading: Auctions. [8,47,164,59]
ad-body: Importers of Boots and Shoes, Closed Uppers, Leather, Grindery, &c., LAMBTON QUAY. [484,540,630,555]
ad-signature: J. SMITH. [286,825,316,833]
ad-heading: GALVANISED IRON. [981,909,1075,919]
ad-subheading: WELLINGTON STUD COMPANY. [188,457,298,466]
advertisement [484,266,630,309]
ad-heading: 59 PACKAGES FANCY GOODS, [957,268,1099,278]
advertisement [327,466,473,546]
ad-signature: S. S. GRIFFITHS, Proprietor. [542,252,630,260]
ad-heading: J. M. TAYLOR, [366,261,434,271]
section-heading: Business Notices. [322,47,478,59]
advertisement [327,1234,473,1370]
advertisement [955,694,1101,742]
advertisement [484,62,630,159]
ad-signature: J. DRANSFIELD. [1050,928,1101,936]
advertisement [484,432,630,490]
ad-heading: THE WELLINGTON CO-OPERATIVE BAKING SOCIETY (LIMITED), [485,64,629,93]
ad-body: posted regularly, and sold at Melbourne prices as follows: Australasian, delivered in town, 26s. per annum. Ditto, posted to the country, 28s. per annum. Sketcher (monthly), delivered in town, 8s. per annum; ditto, posted to the country, 7s. 6d. per annum. [484,913,630,959]
ad-body: Office — Odd Fellows' Hall, Lambton Quay. [327,297,461,305]
ad-heading: POPOWA SAW MILLS. [662,456,766,466]
advertisement [13,895,159,1067]
ad-body: ROUTLEDGE, KENNEDY & CO. have received instructions from S. Locke, Esq., Chairman of the Omaha School Committee, to submit to public auction, at the mart, Tennyson Street, Napier, on Thursday, October 29, 1874, at 2 o'clock, p.m. The lease, for twenty-one years, of that valuable block of land, situated at Okaoho, Patea, province of Wellington, and known as the Omaha School Reserve. A valid title is guaranteed. Further particulars can be obtained, and plans can be seen at the offices of the auctioneers, Routledge, Kennedy and Co., or from Mr. S. Miller, stock and station agent, Napier. A plan showing the geographical position of the block can be seen on application to [13,933,159,1054]
masthead [0,0,1114,44]
section-heading: On Sale. [793,47,949,59]
advertisement [484,161,630,264]
ad-body: THE undersigned has just received a fresh supply of American and British Herbs, Composition Powders, &c. [170,1118,316,1141]
ad-signature: GREENFIELD & STEWART. [701,179,787,187]
advertisement [327,62,473,136]
advertisement [798,62,944,512]
ad-body: TENNENT'S ALE, QUARTS AND PINTS. [955,582,1080,590]
ad-subheading: FEED OATS! [221,75,265,84]
ad-heading: TO STAND THIS SEASON. [182,701,304,711]
ad-heading: ROBERT HANNAH AND CO., [490,530,624,539]
ad-body: Consulting Engineers and Surveyors. Central Chambers, over the Evening Post office, Willis Street. Plans, specifications, and estimates for saw mills, corn-mills, brewery works, factories, bridges, and other engineering works prepared. Land surveyed, plotted, drained or reclaimed. Quantities taken out and calculations made for contractors, builders, and private persons. Land, buildings, or other properties bought and sold on commission. [327,1024,473,1100]
ad-signature: STEVENSON & STUART. [1023,1154,1101,1162]
ad-body: Kauri and totara sashes, all sizes; Kauri, red pine, and totara doors; Architraves, mouldings, skirtings; Cornice mouldings, all sizes; Flooring, lining and rusticated boarding; Greenhouse lights. Sashes and doors made to any size on the shortest notice. Country orders punctually attended to. [641,273,787,326]
ad-body: having completed their new bakery and biscuit machinery, beg to call the attention of shipping masters and the public generally to their superior bread, ship, cabin, and fancy biscuits, which they are now in a position to supply wholesale, retail, and for exportation. Note the Address — Alma House, Willis Street, Wellington. [484,93,630,154]
ad-heading: FRIDAY, OCTOBER 30. [189,124,297,134]
advertisement [13,62,159,159]
